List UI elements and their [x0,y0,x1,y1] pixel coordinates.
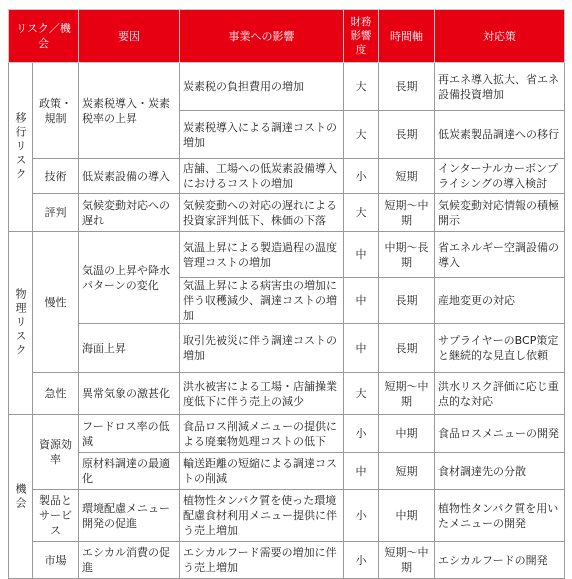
impact-cell: 食品ロス削減メニューの提供による廃棄物処理コストの低下 [180,415,344,453]
subcategory-resource: 資源効率 [33,415,79,490]
category-opportunity: 機会 [9,415,33,579]
category-transition: 移行リスク [9,63,33,232]
category-physical: 物理リスク [9,232,33,415]
factor-cell: 海面上昇 [79,324,180,373]
financial-cell: 小 [344,415,379,453]
financial-cell: 中 [344,453,379,490]
financial-cell: 中 [344,278,379,324]
factor-cell: 気温の上昇や降水パターンの変化 [79,232,180,324]
response-cell: 低炭素製品調達への移行 [435,111,565,159]
risk-opportunity-table [8,9,565,579]
impact-cell: 気温上昇による病害虫の増加に伴う収穫減少、調達コストの増加 [180,278,344,324]
subcategory-market: 市場 [33,542,79,579]
time-cell: 短期～中期 [379,194,435,232]
financial-cell: 中 [344,324,379,373]
impact-cell: 炭素税の負担費用の増加 [180,63,344,111]
time-cell: 長期 [379,111,435,159]
impact-cell: 炭素税導入による調達コストの増加 [180,111,344,159]
impact-cell: 店舗、工場への低炭素設備導入におけるコストの増加 [180,159,344,194]
impact-cell: 輸送距離の短縮による調達コストの削減 [180,453,344,490]
table-row [9,159,565,194]
factor-cell: 低炭素設備の導入 [79,159,180,194]
table-row [9,415,565,453]
financial-cell: 大 [344,194,379,232]
table-row [9,490,565,542]
subcategory-acute: 急性 [33,373,79,415]
time-cell: 中期 [379,415,435,453]
factor-cell: 環境配慮メニュー開発の促進 [79,490,180,542]
table-row [9,373,565,415]
factor-cell: 気候変動対応への遅れ [79,194,180,232]
impact-cell: 植物性タンパク質を使った環境配慮食材利用メニュー提供に伴う売上増加 [180,490,344,542]
factor-cell: フードロス率の低減 [79,415,180,453]
time-cell: 短期～中期 [379,373,435,415]
financial-cell: 中 [344,232,379,278]
header-row [9,10,565,63]
response-cell: エシカルフードの開発 [435,542,565,579]
impact-cell: エシカルフード需要の増加に伴う売上増加 [180,542,344,579]
subcategory-tech: 技術 [33,159,79,194]
response-cell: 再エネ導入拡大、省エネ設備投資増加 [435,63,565,111]
factor-cell: 原材料調達の最適化 [79,453,180,490]
subcategory-products: 製品とサービス [33,490,79,542]
response-cell: 食品ロスメニューの開発 [435,415,565,453]
financial-cell: 大 [344,63,379,111]
impact-cell: 取引先被災に伴う調達コストの増加 [180,324,344,373]
table-row [9,232,565,278]
time-cell: 中期～長期 [379,232,435,278]
header-impact: 事業への影響 [180,10,344,63]
response-cell: 省エネルギー空調設備の導入 [435,232,565,278]
header-response: 対応策 [435,10,565,63]
factor-cell: 炭素税導入・炭素税率の上昇 [79,63,180,159]
header-category: リスク／機会 [9,10,79,63]
financial-cell: 大 [344,373,379,415]
subcategory-chronic: 慢性 [33,232,79,373]
factor-cell: 異常気象の激甚化 [79,373,180,415]
table-row [9,194,565,232]
factor-cell: エシカル消費の促進 [79,542,180,579]
time-cell: 中期 [379,490,435,542]
table-row [9,63,565,111]
response-cell: サプライヤーのBCP策定と継続的な見直し依頼 [435,324,565,373]
subcategory-reputation: 評判 [33,194,79,232]
subcategory-policy: 政策・規制 [33,63,79,159]
time-cell: 長期 [379,324,435,373]
financial-cell: 小 [344,159,379,194]
impact-cell: 気候変動への対応の遅れによる投資家評判低下、株価の下落 [180,194,344,232]
time-cell: 短期 [379,453,435,490]
response-cell: インターナルカーボンプライシングの導入検討 [435,159,565,194]
risk-opportunity-table-wrapper [8,9,565,579]
response-cell: 洪水リスク評価に応じ重点的な対応 [435,373,565,415]
table-row [9,453,565,490]
time-cell: 短期 [379,159,435,194]
financial-cell: 大 [344,111,379,159]
financial-cell: 小 [344,542,379,579]
time-cell: 短期～中期 [379,542,435,579]
impact-cell: 気温上昇による製造過程の温度管理コストの増加 [180,232,344,278]
table-row [9,324,565,373]
time-cell: 長期 [379,63,435,111]
header-factor: 要因 [79,10,180,63]
response-cell: 産地変更の対応 [435,278,565,324]
header-financial: 財務影響度 [344,10,379,63]
header-time: 時間軸 [379,10,435,63]
response-cell: 植物性タンパク質を用いたメニューの開発 [435,490,565,542]
response-cell: 食材調達先の分散 [435,453,565,490]
table-row [9,542,565,579]
impact-cell: 洪水被害による工場・店舗操業度低下に伴う売上の減少 [180,373,344,415]
financial-cell: 小 [344,490,379,542]
response-cell: 気候変動対応情報の積極開示 [435,194,565,232]
time-cell: 長期 [379,278,435,324]
